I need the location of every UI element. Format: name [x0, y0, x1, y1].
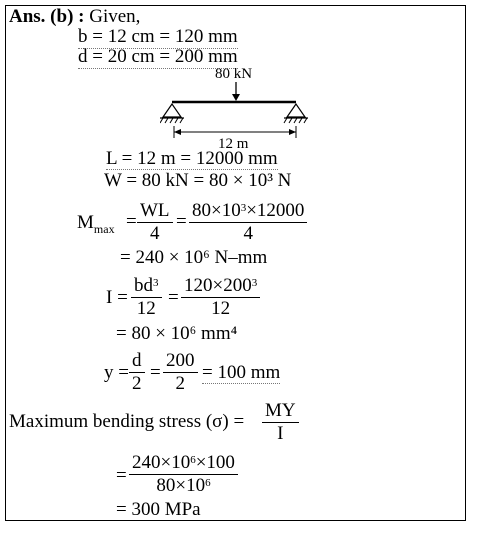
- answer-label: Ans. (b) :: [9, 6, 85, 27]
- mmax-fraction-1: [137, 200, 173, 245]
- answer-header: [9, 6, 140, 28]
- mmax-label: $M_{max}$: [77, 212, 115, 236]
- mmax-fraction-2: $\frac{80\times 10^3\times 12000}{4}$: [189, 200, 307, 245]
- y-fraction-2: $\frac{200}{2}$: [163, 350, 198, 395]
- y-label: y =: [104, 362, 129, 383]
- load-label: 80 kN: [215, 66, 253, 82]
- mmax-equals-1: =: [126, 211, 137, 232]
- inertia-fraction-2: $\frac{120\times 200^3}{12}$: [181, 275, 260, 320]
- left-support: [160, 104, 184, 123]
- right-support: [284, 104, 308, 123]
- mmax-f2-den: 4: [243, 223, 253, 244]
- span-label: 12 m: [218, 136, 249, 152]
- mmax-f2-num-a: 80×10: [192, 200, 241, 221]
- inertia-fraction-1: $\frac{bd^3}{12}$: [131, 275, 162, 320]
- load-arrow-head: [232, 94, 240, 101]
- y-result: = 100 mm: [202, 362, 281, 383]
- inertia-result: = 80 × 10⁶ mm⁴: [116, 323, 238, 344]
- stress-formula-fraction: $\frac{MY}{I}$: [262, 400, 299, 445]
- y-fraction-1: $\frac{d}{2}$: [129, 350, 145, 395]
- mmax-f2-num-b: ×12000: [246, 200, 305, 221]
- length-value: L = 12 m = 12000 mm: [106, 148, 278, 169]
- mmax-f1-den: 4: [150, 223, 160, 244]
- given-label: Given,: [89, 6, 141, 27]
- stress-equals: =: [116, 465, 127, 486]
- stress-result: = 300 MPa: [116, 499, 201, 520]
- mmax-f1-num: WL: [137, 200, 173, 223]
- mmax-result: = 240 × 10⁶ N–mm: [120, 247, 268, 268]
- load-value: W = 80 kN = 80 × 10³ N: [104, 170, 292, 191]
- length-line: [106, 148, 278, 170]
- given-b: b = 12 cm = 120 mm: [78, 26, 238, 47]
- inertia-label: I =: [106, 287, 128, 308]
- beam-diagram: [160, 62, 320, 154]
- stress-label: Maximum bending stress (σ) =: [9, 411, 245, 432]
- inertia-equals: =: [168, 287, 179, 308]
- stress-calc-fraction: $\frac{240\times 10^6\times 100}{80\times 10^6}$: [129, 452, 238, 497]
- mmax-equals-2: =: [176, 211, 187, 232]
- given-d: d = 20 cm = 200 mm: [78, 46, 238, 67]
- y-equals: =: [150, 362, 161, 383]
